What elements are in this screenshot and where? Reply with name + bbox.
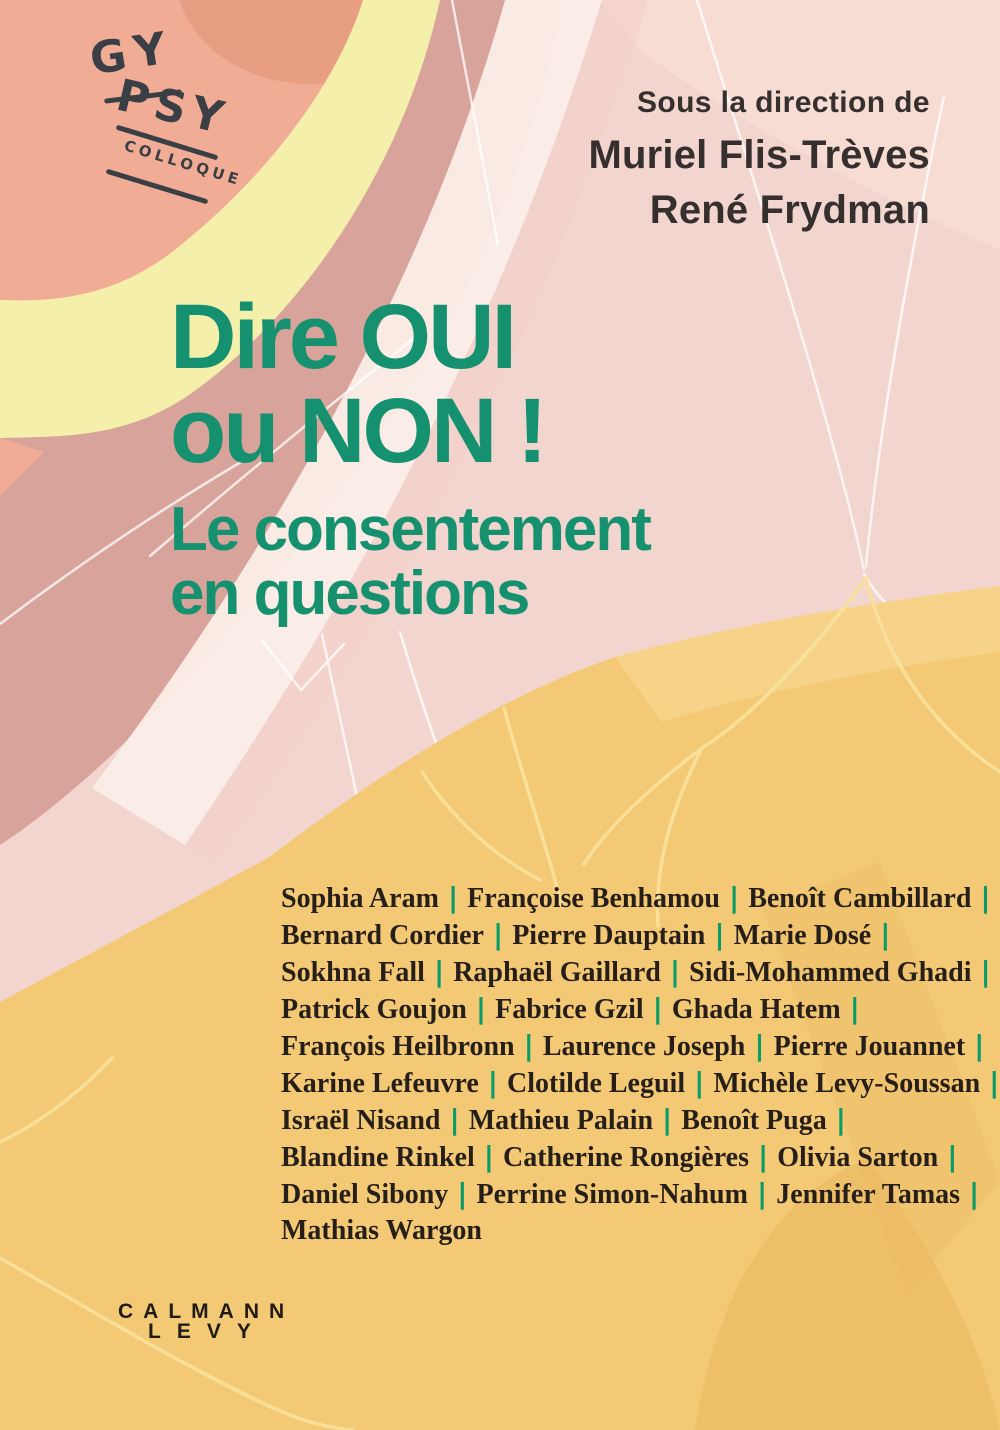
contributor-name: Fabrice Gzil xyxy=(495,994,644,1025)
contributor-name: Laurence Joseph xyxy=(542,1031,746,1062)
author-name: René Frydman xyxy=(649,188,930,232)
contributors-list xyxy=(281,880,1000,1249)
contributor-name: Sokhna Fall xyxy=(281,957,425,988)
contributor-name: Patrick Goujon xyxy=(281,994,467,1025)
separator-bar: | xyxy=(880,918,891,951)
separator-bar: | xyxy=(457,1177,468,1210)
contributor-name: Pierre Jouannet xyxy=(773,1031,966,1062)
contributor-name: Pierre Dauptain xyxy=(512,920,706,951)
publisher-logo xyxy=(118,1300,294,1344)
contributors-line xyxy=(281,991,1000,1028)
publisher-line-2: LEVY xyxy=(148,1320,267,1343)
separator-bar: | xyxy=(492,918,504,951)
contributors-line xyxy=(281,1176,1000,1213)
contributor-name: Catherine Rongières xyxy=(502,1142,749,1173)
contributor-name: Sidi-Mohammed Ghadi xyxy=(689,957,972,988)
separator-bar: | xyxy=(523,1029,534,1062)
contributors-line xyxy=(281,880,1000,917)
contributor-name: Bernard Cordier xyxy=(281,920,484,951)
separator-bar: | xyxy=(989,1066,1000,1099)
separator-bar: | xyxy=(835,1103,846,1136)
separator-bar: | xyxy=(969,1177,980,1210)
separator-bar: | xyxy=(974,1029,985,1062)
contributor-name: Michèle Levy-Soussan xyxy=(713,1068,981,1099)
separator-bar: | xyxy=(980,955,991,988)
contributor-name: Benoît Puga xyxy=(681,1105,827,1136)
separator-bar: | xyxy=(756,1177,768,1210)
separator-bar: | xyxy=(980,881,991,914)
author-name: Muriel Flis-Trèves xyxy=(588,133,930,177)
contributors-line xyxy=(281,1102,1000,1139)
contributor-name: Raphaël Gaillard xyxy=(453,957,661,988)
logo-text-gy: GY xyxy=(86,21,179,86)
separator-bar: | xyxy=(714,918,725,951)
title-line-2: ou NON ! xyxy=(170,380,545,482)
separator-bar: | xyxy=(447,881,459,914)
contributor-name: Blandine Rinkel xyxy=(281,1142,475,1173)
contributors-line xyxy=(281,1213,1000,1249)
direction-block xyxy=(588,86,930,238)
book-title xyxy=(170,286,545,482)
contributor-name: Ghada Hatem xyxy=(671,994,841,1025)
direction-label: Sous la direction de xyxy=(636,86,930,119)
separator-bar: | xyxy=(475,992,487,1025)
contributor-name: François Heilbronn xyxy=(281,1031,515,1062)
contributor-name: Jennifer Tamas xyxy=(776,1179,961,1210)
contributors-line xyxy=(281,917,1000,954)
contributors-line xyxy=(281,1028,1000,1065)
subtitle-line-1: Le consentement xyxy=(170,495,650,564)
separator-bar: | xyxy=(652,992,663,1025)
publisher-line-1: CALMANN xyxy=(118,1300,295,1323)
subtitle-line-2: en questions xyxy=(170,559,529,628)
contributor-name: Karine Lefeuvre xyxy=(281,1068,479,1099)
contributor-name: Daniel Sibony xyxy=(281,1179,449,1210)
book-subtitle xyxy=(170,495,650,628)
contributor-name: Olivia Sarton xyxy=(777,1142,939,1173)
contributor-name: Mathias Wargon xyxy=(281,1215,482,1246)
separator-bar: | xyxy=(757,1140,769,1173)
contributor-name: Françoise Benhamou xyxy=(467,883,720,914)
separator-bar: | xyxy=(449,1103,460,1136)
contributors-line xyxy=(281,1065,1000,1102)
separator-bar: | xyxy=(947,1140,958,1173)
logo-text-colloque: COLLOQUE xyxy=(122,136,245,190)
contributor-name: Benoît Cambillard xyxy=(748,883,972,914)
separator-bar: | xyxy=(849,992,860,1025)
contributor-name: Israël Nisand xyxy=(281,1105,441,1136)
separator-bar: | xyxy=(483,1140,494,1173)
separator-bar: | xyxy=(662,1103,673,1136)
separator-bar: | xyxy=(728,881,740,914)
contributors-line xyxy=(281,1139,1000,1176)
title-line-1: Dire OUI xyxy=(170,286,515,388)
separator-bar: | xyxy=(754,1029,765,1062)
contributor-name: Sophia Aram xyxy=(281,883,439,914)
contributor-name: Clotilde Leguil xyxy=(507,1068,686,1099)
separator-bar: | xyxy=(433,955,445,988)
separator-bar: | xyxy=(694,1066,705,1099)
separator-bar: | xyxy=(487,1066,498,1099)
contributor-name: Marie Dosé xyxy=(733,920,872,951)
separator-bar: | xyxy=(669,955,681,988)
contributors-line xyxy=(281,954,1000,991)
contributor-name: Mathieu Palain xyxy=(468,1105,654,1136)
gypsy-colloque-logo xyxy=(86,20,256,230)
contributor-name: Perrine Simon-Nahum xyxy=(476,1179,748,1210)
logo-text-psy: PSY xyxy=(111,69,235,146)
